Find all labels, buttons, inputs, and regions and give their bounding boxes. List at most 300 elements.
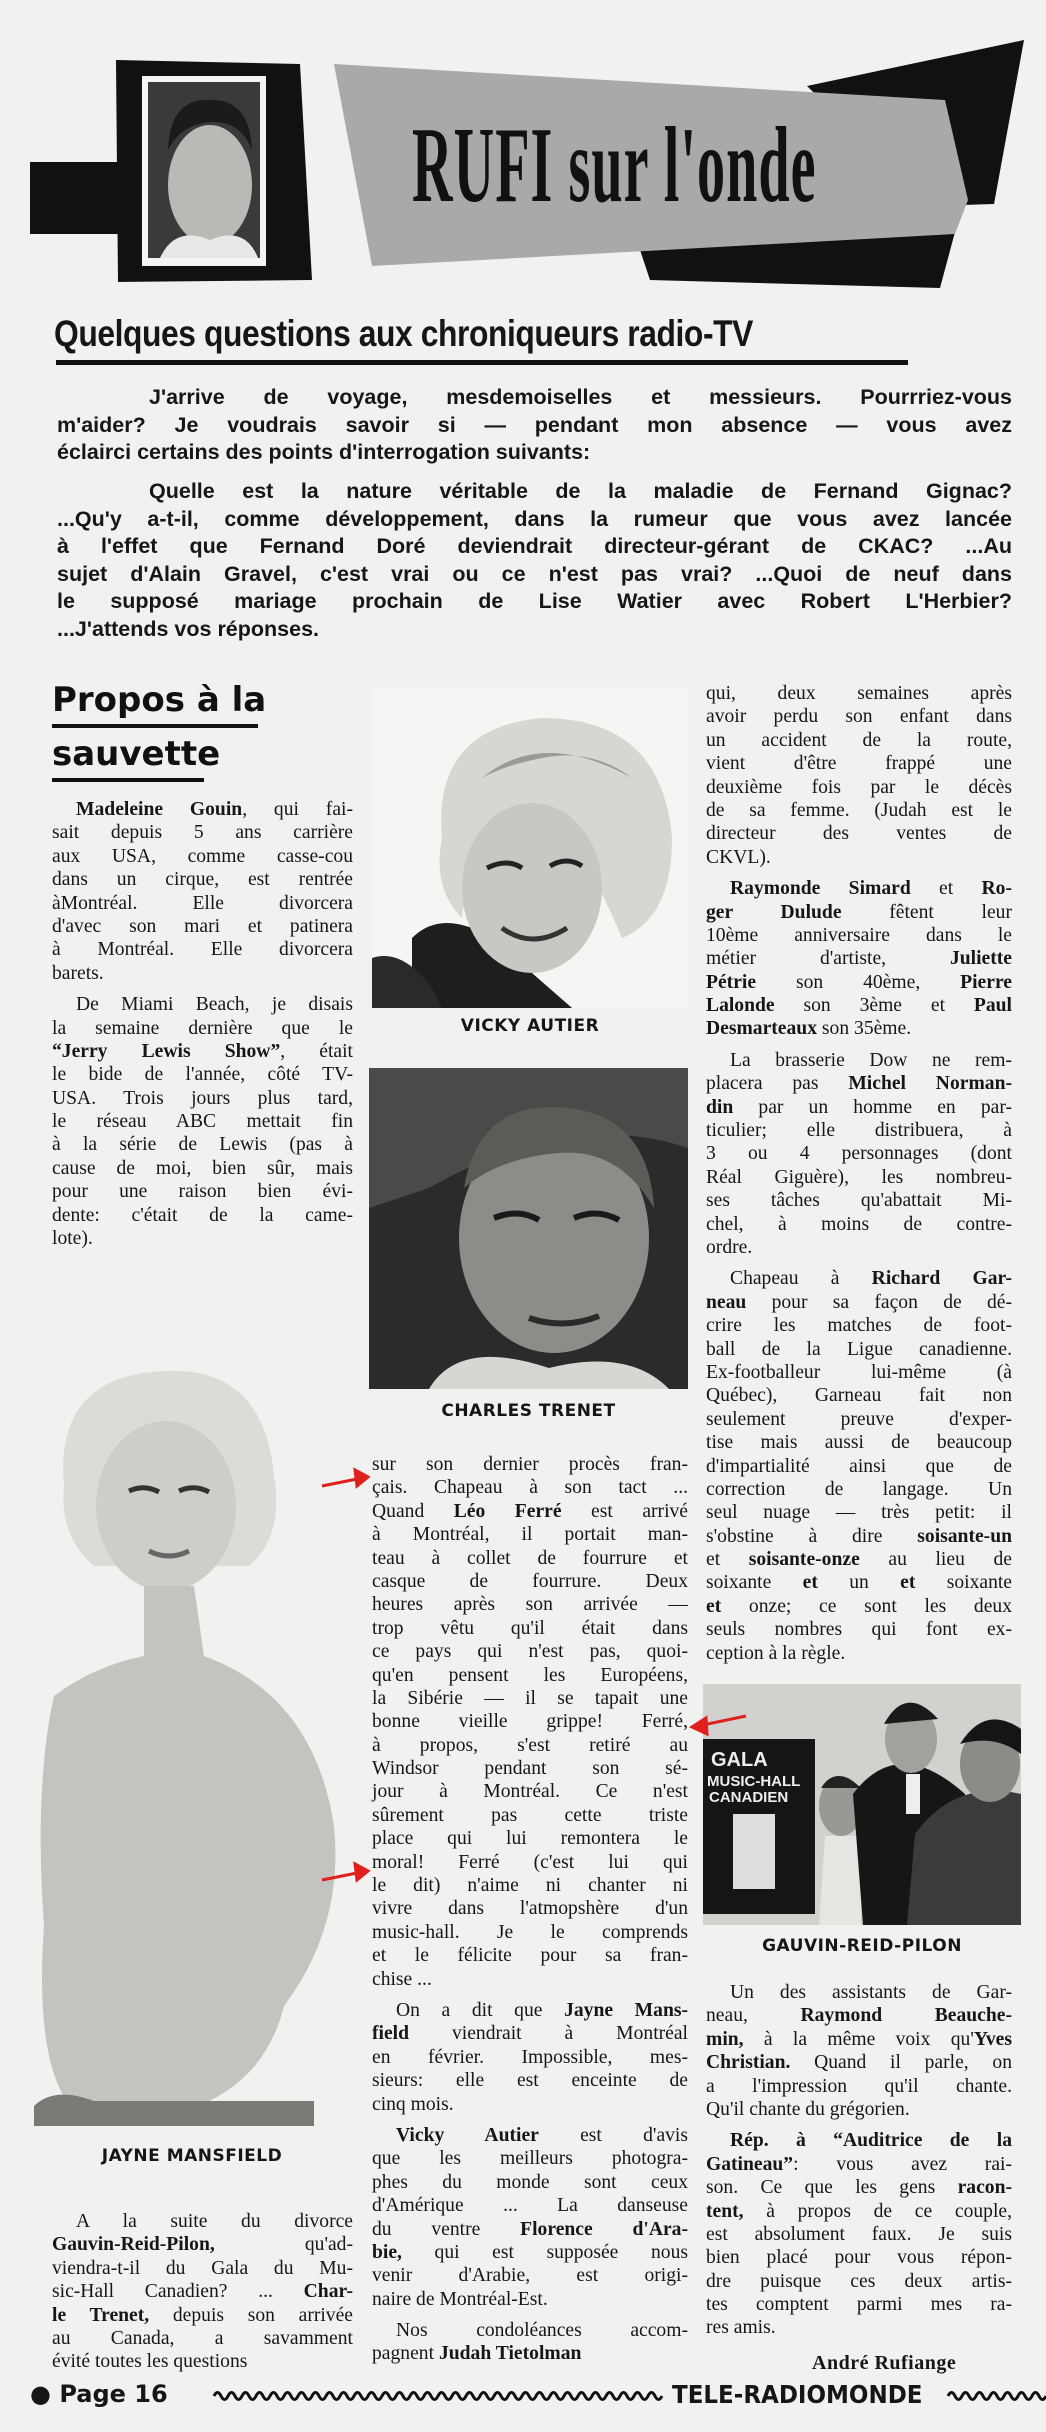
photo-gauvin-reid-pilon	[703, 1684, 1021, 1925]
text-line	[52, 2327, 353, 2350]
text-run: et le félicite pour sa fran-	[372, 1945, 688, 1967]
text-line	[372, 2124, 688, 2147]
bold-name: Desmarteaux	[706, 1018, 817, 1040]
author-signature: André Rufiange	[812, 2352, 957, 2374]
text-line	[52, 845, 353, 868]
text-run: chel, à moins de contre-	[706, 1213, 1012, 1235]
text-run: ticulier; elle distribuera, à	[706, 1120, 1012, 1142]
poster-text: CANADIEN	[709, 1789, 789, 1806]
text-run: avoir perdu son enfant dans	[706, 706, 1012, 728]
text-line	[706, 2098, 1012, 2121]
bold-name: ger Dulude	[706, 901, 842, 923]
text-run: sûrement pas cette triste	[372, 1804, 688, 1826]
text-line	[706, 1455, 1012, 1478]
text-line	[706, 994, 1012, 1017]
photo-jayne-mansfield	[34, 1366, 350, 2126]
text-run: à Montréal. Elle divorcera	[52, 939, 353, 961]
poster-text: GALA	[711, 1749, 768, 1771]
text-line: m'aider? Je voudrais savoir si — pendant mon absence — vous avez	[57, 412, 1012, 437]
text-line	[372, 1547, 688, 1570]
text-line	[706, 1049, 1012, 1072]
text-line: sujet d'Alain Gravel, c'est vrai ou ce n'est pas vrai? ...Quoi de neuf dans	[57, 561, 1012, 586]
bold-name: Florence d'Ara-	[520, 2218, 688, 2240]
text-run: àMontréal. Elle divorcera	[52, 892, 353, 914]
text-line	[372, 1523, 688, 1546]
text-line	[372, 2171, 688, 2194]
text-run: que les meilleurs photogra-	[372, 2148, 688, 2170]
text-run: viendra-t-il du Gala du Mu-	[52, 2257, 353, 2279]
text-run: s'obstine à dire	[706, 1525, 918, 1547]
text-line	[372, 1640, 688, 1663]
text-run: Nos condoléances accom-	[396, 2320, 688, 2342]
text-run: le bide de l'année, côté TV-	[52, 1064, 353, 1086]
text-line	[372, 2218, 688, 2241]
text-run: de sa femme. (Judah est le	[706, 799, 1012, 821]
text-line	[706, 776, 1012, 799]
article-paragraph	[706, 1049, 1012, 1260]
text-run: à propos, s'est retiré au	[372, 1734, 688, 1756]
text-run: à propos de ce couple,	[743, 2200, 1012, 2222]
text-line	[372, 2288, 688, 2311]
article-column-right	[706, 682, 1012, 1673]
text-run: ception à la règle.	[706, 1642, 846, 1664]
text-line	[706, 1314, 1012, 1337]
text-line	[706, 2129, 1012, 2152]
text-line	[372, 2241, 688, 2264]
bold-name: racon-	[957, 2177, 1012, 2199]
bold-name: Judah Tietolman	[438, 2343, 582, 2365]
text-line	[706, 1384, 1012, 1407]
text-run: sur son dernier procès fran-	[372, 1454, 688, 1475]
bold-name: Yves	[973, 2028, 1012, 2050]
article-paragraph	[372, 2124, 688, 2311]
text-run: phes du monde sont ceux	[372, 2171, 688, 2193]
text-run: trop vêtu qu'il était dans	[372, 1617, 688, 1639]
bold-name: Rép. à “Auditrice de la	[730, 2130, 1012, 2152]
text-run: heures après son arrivée —	[372, 1594, 688, 1616]
text-run: jour à Montréal. Ce n'est	[372, 1781, 688, 1803]
text-line	[706, 1618, 1012, 1641]
text-line	[52, 798, 353, 821]
questions-paragraph	[57, 478, 1012, 643]
text-line	[706, 1642, 1012, 1665]
text-line: ...Qu'y a-t-il, comme développement, dans la rumeur que vous avez lancée	[57, 506, 1012, 531]
text-run: lote).	[52, 1228, 93, 1250]
text-run: ce pays qui n'est pas, quoi-	[372, 1641, 688, 1663]
text-line	[372, 1827, 688, 1850]
bold-name: neau	[706, 1291, 747, 1313]
poster-text: MUSIC-HALL	[707, 1773, 801, 1790]
text-run: cause de moi, bien sûr, mais	[52, 1157, 353, 1179]
intro-paragraph	[57, 384, 1012, 467]
bold-name: Richard Gar-	[871, 1268, 1012, 1290]
text-run: Réal Giguère), les nombreu-	[706, 1166, 1012, 1188]
text-run: Windsor pendant son sé-	[372, 1758, 688, 1780]
text-run: ses tâches qu'abattait Mi-	[706, 1190, 1012, 1212]
section-heading-rule	[52, 778, 204, 782]
text-line: à l'effet que Fernand Doré deviendrait directeur-gérant de CKAC? ...Au	[57, 534, 1012, 558]
text-line	[52, 1040, 353, 1063]
text-run: son 35ème.	[817, 1018, 912, 1040]
text-run: soixante	[915, 1572, 1013, 1594]
text-line	[372, 2022, 688, 2045]
text-run: neau,	[706, 2005, 801, 2027]
text-line	[52, 915, 353, 938]
text-line	[706, 1501, 1012, 1524]
text-line	[372, 1999, 688, 2022]
text-line	[706, 1166, 1012, 1189]
text-run: au Canada, a savamment	[52, 2327, 353, 2349]
text-line	[706, 924, 1012, 947]
text-run: un accident de la route,	[706, 729, 1012, 751]
text-line	[706, 1096, 1012, 1119]
text-line	[52, 962, 353, 985]
text-run: seul nuage — très petit: il	[706, 1502, 1012, 1524]
text-line	[706, 2223, 1012, 2246]
text-run: seulement preuve d'exper-	[706, 1408, 1012, 1430]
article-paragraph	[372, 1999, 688, 2116]
text-line	[52, 892, 353, 915]
text-line	[706, 799, 1012, 822]
text-line	[706, 1548, 1012, 1571]
text-line	[372, 1500, 688, 1523]
text-line	[706, 1361, 1012, 1384]
article-paragraph	[52, 2210, 353, 2374]
section-heading-line2: sauvette	[52, 734, 221, 774]
text-run: On a dit que	[396, 1999, 565, 2021]
text-line	[372, 2319, 688, 2342]
text-run: De Miami Beach, je disais	[76, 994, 353, 1016]
text-run: 3 ou 4 personnages (dont	[706, 1143, 1012, 1165]
text-line	[706, 1189, 1012, 1212]
text-line	[706, 1017, 1012, 1040]
text-line	[706, 1142, 1012, 1165]
article-column-left	[52, 798, 353, 1258]
text-run: qui est supposée nous	[401, 2241, 688, 2263]
text-run: , qui fai-	[242, 799, 353, 820]
article-column-middle	[372, 1453, 688, 2374]
text-run: directeur des ventes de	[706, 823, 1012, 845]
text-line	[706, 2051, 1012, 2074]
text-run: aux USA, comme casse-cou	[52, 845, 353, 867]
bold-name: “Jerry Lewis Show”	[52, 1040, 281, 1062]
photo-vicky-autier	[372, 688, 688, 1008]
text-line	[372, 1476, 688, 1499]
text-line	[372, 1851, 688, 1874]
bold-name: Michel Norman-	[848, 1073, 1012, 1095]
photo-caption-vicky: VICKY AUTIER	[460, 1016, 600, 1036]
text-run: et	[910, 878, 982, 900]
text-run: sic-Hall Canadien? ...	[52, 2281, 304, 2303]
article-paragraph	[706, 1981, 1012, 2121]
text-run: Quand il parle, on	[790, 2052, 1012, 2074]
bold-name: bie,	[372, 2241, 402, 2263]
text-run: d'Amérique ... La danseuse	[372, 2195, 688, 2217]
bold-name: le Trenet,	[52, 2304, 150, 2326]
article-paragraph	[706, 877, 1012, 1041]
footer-magazine-name: TELE-RADIOMONDE	[672, 2380, 923, 2409]
text-line: le supposé mariage prochain de Lise Watier avec Robert L'Herbier?	[57, 589, 1012, 613]
text-line	[706, 2293, 1012, 2316]
text-line: J'arrive de voyage, mesdemoiselles et messieurs. Pourrriez-vous	[149, 385, 1012, 409]
text-line	[372, 1804, 688, 1827]
text-line	[372, 1687, 688, 1710]
text-run: un	[817, 1572, 901, 1594]
text-line	[372, 1617, 688, 1640]
text-line	[372, 1453, 688, 1476]
article-paragraph	[52, 993, 353, 1250]
text-run: évité toutes les questions	[52, 2351, 248, 2373]
text-run: qu'en pensent les Européens,	[372, 1664, 688, 1686]
bold-name: Madeleine Gouin	[76, 799, 243, 820]
text-run: bien placé pour vous répon-	[706, 2247, 1012, 2269]
text-run: La brasserie Dow ne rem-	[730, 1049, 1012, 1071]
text-line	[372, 2342, 688, 2365]
text-run: sieurs: elle est enceinte de	[372, 2070, 688, 2092]
text-line	[706, 2028, 1012, 2051]
text-run: vient d'être frappé une	[706, 753, 1012, 775]
text-line	[706, 752, 1012, 775]
text-line	[372, 1968, 688, 1991]
text-run: la semaine dernière que le	[52, 1017, 353, 1039]
section-heading-rule	[52, 724, 258, 728]
text-run: res amis.	[706, 2317, 776, 2339]
text-run: est absolument faux. Je suis	[706, 2223, 1012, 2245]
text-run: tes comptent parmi mes ra-	[706, 2294, 1012, 2316]
text-line	[372, 2046, 688, 2069]
bold-name: field	[372, 2023, 410, 2045]
article-paragraph	[372, 2319, 688, 2366]
text-run: A la suite du divorce	[76, 2211, 353, 2232]
bold-name: min,	[706, 2028, 744, 2050]
article-paragraph	[372, 1453, 688, 1991]
text-line	[706, 971, 1012, 994]
bold-name: Léo Ferré	[453, 1500, 562, 1522]
text-line	[706, 1267, 1012, 1290]
bold-name: Jayne Mans-	[564, 1999, 688, 2021]
text-run: dre puisque ces deux artis-	[706, 2270, 1012, 2292]
text-run: en février. Impossible, mes-	[372, 2046, 688, 2068]
text-run: crire les matches de foot-	[706, 1315, 1012, 1337]
text-run: son 40ème,	[756, 971, 961, 993]
text-line	[706, 1431, 1012, 1454]
text-line	[372, 1734, 688, 1757]
text-line	[706, 2270, 1012, 2293]
text-run: CKVL).	[706, 846, 771, 868]
text-line	[706, 1119, 1012, 1142]
text-run: son 3ème et	[774, 995, 974, 1017]
text-line: Quelle est la nature véritable de la maladie de Fernand Gignac?	[149, 479, 1012, 503]
text-line	[52, 2257, 353, 2280]
text-line	[706, 1525, 1012, 1548]
text-run: deuxième fois par le décès	[706, 776, 1012, 798]
text-line	[52, 993, 353, 1016]
text-line: éclairci certains des points d'interrogation suivants:	[57, 440, 591, 464]
text-run: çais. Chapeau à son tact ...	[372, 1477, 688, 1499]
text-run: sait depuis 5 ans carrière	[52, 822, 353, 844]
text-run: tise mais aussi de beaucoup	[706, 1432, 1012, 1454]
text-run: pour une raison bien évi-	[52, 1181, 353, 1203]
bold-name: Pierre	[960, 971, 1012, 993]
text-line	[372, 2069, 688, 2092]
text-run: venir d'Arabie, est origi-	[372, 2265, 688, 2287]
text-line	[52, 2280, 353, 2303]
text-run: est arrivé	[561, 1500, 689, 1522]
text-run: 10ème anniversaire dans le	[706, 924, 1012, 946]
text-line	[52, 2233, 353, 2256]
text-line	[372, 2093, 688, 2116]
text-line	[706, 682, 1012, 705]
text-run: Chapeau à	[730, 1268, 872, 1290]
article-column-left-bottom	[52, 2210, 353, 2382]
text-run: d'impartialité ainsi que de	[706, 1455, 1012, 1477]
text-line	[706, 2153, 1012, 2176]
text-line	[706, 901, 1012, 924]
text-run: qu'ad-	[214, 2234, 353, 2256]
photo-charles-trenet	[369, 1068, 688, 1389]
text-run: chise ...	[372, 1968, 432, 1990]
text-run: le dit) n'aime ni chanter ni	[372, 1875, 688, 1897]
text-run: à la série de Lewis (pas à	[52, 1134, 353, 1156]
bold-name: et	[802, 1572, 818, 1594]
text-line	[52, 1063, 353, 1086]
main-article-title: Quelques questions aux chroniqueurs radio-TV	[54, 313, 753, 354]
text-line	[372, 1874, 688, 1897]
bold-name: Gatineau”	[706, 2153, 794, 2175]
text-run: cinq mois.	[372, 2093, 454, 2115]
text-line	[372, 2147, 688, 2170]
bold-name: Ro-	[981, 878, 1012, 900]
text-line	[372, 1944, 688, 1967]
text-line	[706, 2200, 1012, 2223]
text-run: d'avec son mari et patinera	[52, 915, 353, 937]
text-run: onze; ce sont les deux	[721, 1595, 1012, 1617]
text-line	[706, 2004, 1012, 2027]
text-run: dans un cirque, est rentrée	[52, 869, 353, 891]
bold-name: Raymond Beauche-	[800, 2005, 1012, 2027]
bold-name: Raymonde Simard	[730, 878, 911, 900]
text-line	[706, 1338, 1012, 1361]
banner-title: RUFI sur l'onde	[412, 106, 817, 225]
text-line	[52, 2210, 353, 2233]
text-run: pour sa façon de dé-	[746, 1291, 1012, 1313]
text-run: casque de fourrure. Deux	[372, 1570, 688, 1592]
text-line	[52, 1227, 353, 1250]
text-line	[706, 1981, 1012, 2004]
text-line	[372, 1593, 688, 1616]
text-run: barets.	[52, 962, 104, 984]
text-line	[706, 822, 1012, 845]
article-column-right-bottom	[706, 1981, 1012, 2348]
text-line	[706, 1072, 1012, 1095]
bold-name: soisante-un	[917, 1525, 1012, 1547]
bold-name: Juliette	[949, 948, 1012, 970]
text-run: qui, deux semaines après	[706, 683, 1012, 704]
text-run: depuis son arrivée	[149, 2304, 353, 2326]
text-line	[52, 2304, 353, 2327]
page-label: Page 16	[59, 2380, 168, 2408]
text-line	[706, 2316, 1012, 2339]
text-line	[372, 1570, 688, 1593]
text-run: au lieu de	[859, 1549, 1012, 1571]
text-run: : vous avez rai-	[793, 2153, 1012, 2175]
text-line	[706, 877, 1012, 900]
text-line	[372, 1780, 688, 1803]
bold-name: soisante-onze	[748, 1549, 860, 1571]
photo-caption-gala: GAUVIN-REID-PILON	[762, 1936, 962, 1956]
text-line	[706, 1408, 1012, 1431]
text-line	[706, 2176, 1012, 2199]
text-line	[52, 1204, 353, 1227]
bold-name: Gauvin-Reid-Pilon,	[52, 2234, 215, 2256]
text-line	[706, 729, 1012, 752]
bold-name: et	[900, 1572, 916, 1594]
article-paragraph	[706, 1267, 1012, 1665]
text-run: , était	[280, 1040, 353, 1062]
text-line	[52, 1110, 353, 1133]
bold-name: Christian.	[706, 2052, 791, 2074]
bullet-icon: ●	[30, 2380, 51, 2408]
text-run: son. Ce que les gens	[706, 2177, 958, 2199]
text-line	[52, 1180, 353, 1203]
text-line	[52, 1017, 353, 1040]
text-run: correction de langage. Un	[706, 1478, 1012, 1500]
column-banner	[0, 0, 1046, 300]
text-run: par un homme en par-	[733, 1096, 1012, 1118]
text-run: à Montréal, il portait man-	[372, 1524, 688, 1546]
text-line	[706, 2075, 1012, 2098]
text-line	[52, 1133, 353, 1156]
text-line	[52, 2350, 353, 2373]
text-run: Quand	[372, 1500, 454, 1522]
bold-name: et	[706, 1595, 722, 1617]
text-run: soixante	[706, 1572, 803, 1594]
text-run: naire de Montréal-Est.	[372, 2288, 548, 2310]
text-line	[706, 1291, 1012, 1314]
text-line	[372, 2194, 688, 2217]
article-paragraph	[706, 682, 1012, 869]
text-line	[372, 1710, 688, 1733]
article-paragraph	[706, 2129, 1012, 2340]
text-run: à la même voix qu'	[743, 2028, 974, 2050]
text-line	[706, 947, 1012, 970]
text-line	[372, 1757, 688, 1780]
bold-name: Pétrie	[706, 971, 757, 993]
text-run: dente: c'était de la came-	[52, 1204, 353, 1226]
text-run: Un des assistants de Gar-	[730, 1982, 1012, 2003]
photo-caption-jayne: JAYNE MANSFIELD	[101, 2146, 283, 2166]
text-run: music-hall. Je le comprends	[372, 1921, 688, 1943]
bold-name: Vicky Autier	[396, 2124, 539, 2146]
text-line	[52, 938, 353, 961]
text-line	[52, 821, 353, 844]
text-line	[706, 1236, 1012, 1259]
text-line: ...J'attends vos réponses.	[57, 616, 320, 641]
text-run: Qu'il chante du grégorien.	[706, 2098, 910, 2120]
text-run: vivre dans l'atmopshère d'un	[372, 1898, 688, 1920]
title-underline	[56, 360, 908, 365]
bold-name: Lalonde	[706, 995, 775, 1017]
text-run: fêtent leur	[841, 901, 1012, 923]
text-run: Ex-footballeur lui-même (à	[706, 1361, 1012, 1383]
text-run: pagnent	[372, 2343, 439, 2365]
text-line	[372, 1921, 688, 1944]
text-run: viendrait à Montréal	[409, 2023, 688, 2045]
text-run: et	[706, 1549, 749, 1571]
bold-name: tent,	[706, 2200, 744, 2222]
text-line	[706, 846, 1012, 869]
text-run: teau à collet de fourrure et	[372, 1547, 688, 1569]
